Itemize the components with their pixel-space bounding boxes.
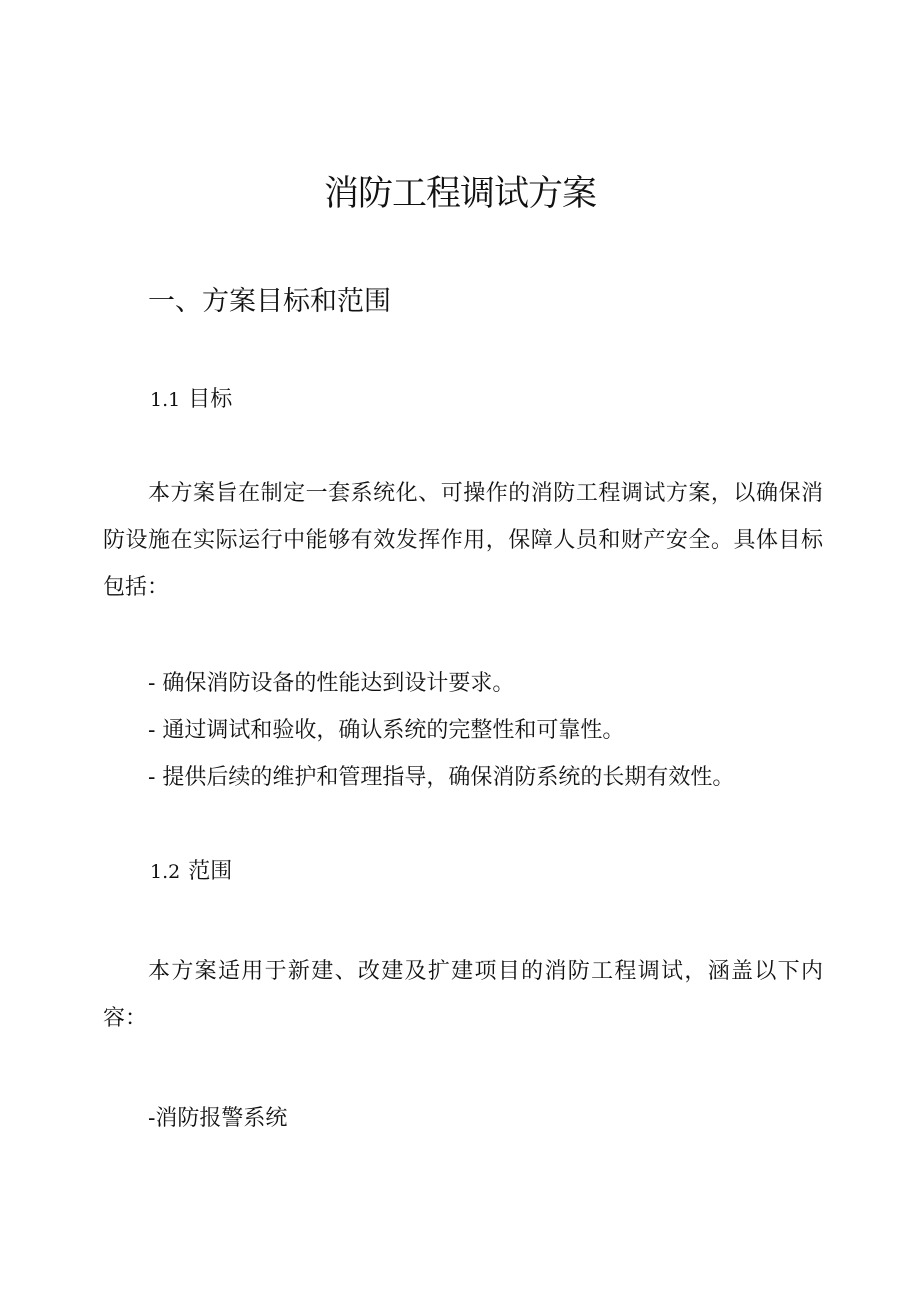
subsection-title: 目标 <box>188 387 233 412</box>
list-item: - 通过调试和验收，确认系统的完整性和可靠性。 <box>148 718 625 743</box>
list-item: - 确保消防设备的性能达到设计要求。 <box>148 671 515 696</box>
document-title: 消防工程调试方案 <box>323 174 596 214</box>
scope-paragraph: 本方案适用于新建、改建及扩建项目的消防工程调试，涵盖以下内容： <box>103 959 823 1031</box>
subsection-heading-scope <box>150 857 232 887</box>
list-item: - 提供后续的维护和管理指导，确保消防系统的长期有效性。 <box>148 765 735 790</box>
goal-bullet-list <box>148 660 734 801</box>
subsection-heading-goal <box>150 385 232 415</box>
subsection-title: 范围 <box>188 859 233 884</box>
goal-paragraph: 本方案旨在制定一套系统化、可操作的消防工程调试方案，以确保消防设施在实际运行中能够有效发挥作用，保障人员和财产安全。具体目标包括： <box>103 481 823 600</box>
subsection-number: 1.2 <box>150 861 181 883</box>
subsection-number: 1.1 <box>150 389 181 411</box>
list-item: -消防报警系统 <box>148 1106 288 1131</box>
section-heading: 一、方案目标和范围 <box>148 286 391 317</box>
